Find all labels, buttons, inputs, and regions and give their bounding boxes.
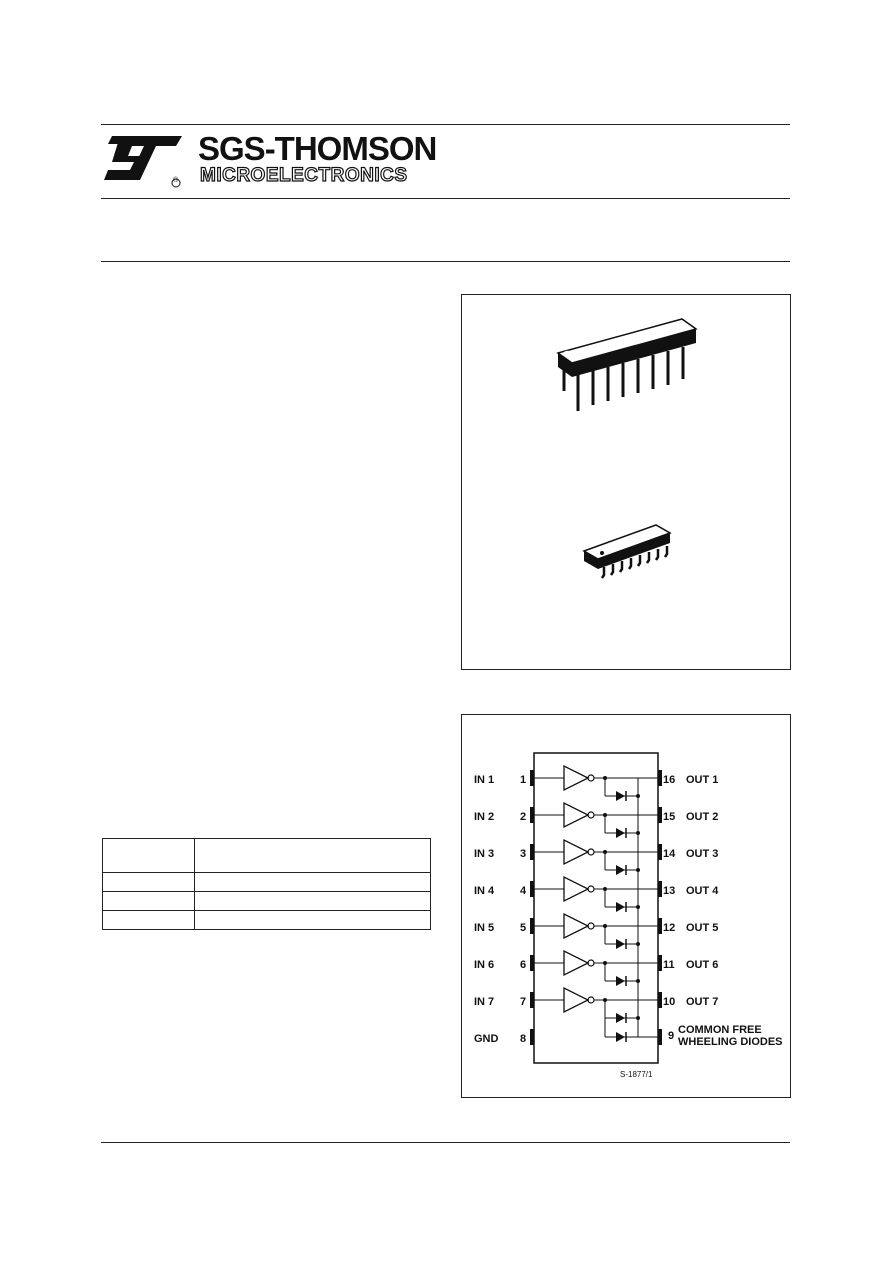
pin-diagram-frame <box>461 714 791 1098</box>
inverter-icon <box>564 951 588 975</box>
left-pin-number: 8 <box>520 1033 527 1045</box>
order-table <box>102 838 431 930</box>
junction-dot <box>636 794 640 798</box>
figure-code: S-1877/1 <box>620 1070 653 1079</box>
right-pin-number: 14 <box>663 848 676 860</box>
table-row <box>103 911 431 930</box>
diode-icon <box>616 865 625 875</box>
left-pin-number: 4 <box>520 885 527 897</box>
registered-mark: ® <box>173 177 179 184</box>
left-pin-label: IN 6 <box>474 959 495 971</box>
left-pin-number: 1 <box>520 774 527 786</box>
right-pin-label: OUT 6 <box>686 959 719 971</box>
left-pin-label: IN 1 <box>474 774 495 786</box>
pin-lead <box>658 844 662 860</box>
junction-dot <box>636 905 640 909</box>
right-pin-number: 16 <box>663 774 676 786</box>
company-name: SGS-THOMSON <box>198 130 437 167</box>
footer-rule <box>101 1142 790 1143</box>
right-pin-label: OUT 5 <box>686 922 719 934</box>
table-cell <box>195 873 431 892</box>
pin-lead <box>658 992 662 1008</box>
junction-dot <box>636 942 640 946</box>
right-pin-label: OUT 1 <box>686 774 719 786</box>
pin-lead <box>658 955 662 971</box>
pin-lead <box>658 770 662 786</box>
pin-lead <box>658 881 662 897</box>
package-frame <box>461 294 791 670</box>
diode-icon <box>616 828 625 838</box>
table-cell <box>195 911 431 930</box>
right-pin-label: OUT 3 <box>686 848 719 860</box>
inverter-icon <box>564 877 588 901</box>
pin-lead <box>530 992 534 1008</box>
pin9-label-line1: COMMON FREE <box>678 1024 762 1036</box>
right-pin-number: 13 <box>663 885 676 897</box>
left-pin-number: 3 <box>520 848 527 860</box>
left-pin-label: GND <box>474 1033 499 1045</box>
title-rule <box>101 261 790 262</box>
pin9-number: 9 <box>668 1030 675 1042</box>
table-cell <box>103 839 195 873</box>
diode-icon <box>616 976 625 986</box>
diode-icon <box>616 939 625 949</box>
inverter-icon <box>564 914 588 938</box>
table-row <box>103 873 431 892</box>
right-pin-label: OUT 4 <box>686 885 719 897</box>
junction-dot <box>636 1016 640 1020</box>
st-logo <box>102 134 184 190</box>
header-rule <box>101 198 790 199</box>
table-row <box>103 839 431 873</box>
left-pin-label: IN 3 <box>474 848 495 860</box>
pin-lead <box>530 770 534 786</box>
pin-lead <box>530 807 534 823</box>
table-cell <box>195 892 431 911</box>
table-cell <box>103 873 195 892</box>
right-pin-label: OUT 2 <box>686 811 719 823</box>
inverter-icon <box>564 840 588 864</box>
company-division: MICROELECTRONICS <box>200 165 408 186</box>
left-pin-label: IN 7 <box>474 996 495 1008</box>
right-pin-number: 12 <box>663 922 676 934</box>
left-pin-label: IN 2 <box>474 811 495 823</box>
pin-lead <box>530 1029 534 1045</box>
pin-lead <box>658 1029 662 1045</box>
pin-lead <box>530 881 534 897</box>
pin-lead <box>658 807 662 823</box>
pin-lead <box>530 844 534 860</box>
table-cell <box>195 839 431 873</box>
diode-icon <box>616 902 625 912</box>
st-logo-icon <box>102 134 184 190</box>
left-pin-number: 7 <box>520 996 527 1008</box>
table-cell <box>103 911 195 930</box>
junction-dot <box>636 868 640 872</box>
table-cell <box>103 892 195 911</box>
left-pin-number: 2 <box>520 811 527 823</box>
right-pin-number: 11 <box>663 959 675 971</box>
pin-lead <box>530 955 534 971</box>
diode-icon <box>616 791 625 801</box>
pin-lead <box>658 918 662 934</box>
left-pin-number: 6 <box>520 959 527 971</box>
so16-package-icon <box>578 513 678 585</box>
pin9-label-line2: WHEELING DIODES <box>678 1036 783 1048</box>
inverter-icon <box>564 988 588 1012</box>
diode-icon <box>616 1013 625 1023</box>
junction-dot <box>636 979 640 983</box>
pin-connection-diagram <box>462 715 790 1097</box>
junction-dot <box>636 831 640 835</box>
right-pin-label: OUT 7 <box>686 996 719 1008</box>
left-pin-label: IN 4 <box>474 885 495 897</box>
top-rule <box>101 124 790 125</box>
left-pin-number: 5 <box>520 922 527 934</box>
right-pin-number: 10 <box>663 996 676 1008</box>
left-pin-label: IN 5 <box>474 922 495 934</box>
inverter-icon <box>564 803 588 827</box>
pin-lead <box>530 918 534 934</box>
right-pin-number: 15 <box>663 811 676 823</box>
dip16-package-icon <box>552 315 702 415</box>
table-row <box>103 892 431 911</box>
inverter-icon <box>564 766 588 790</box>
